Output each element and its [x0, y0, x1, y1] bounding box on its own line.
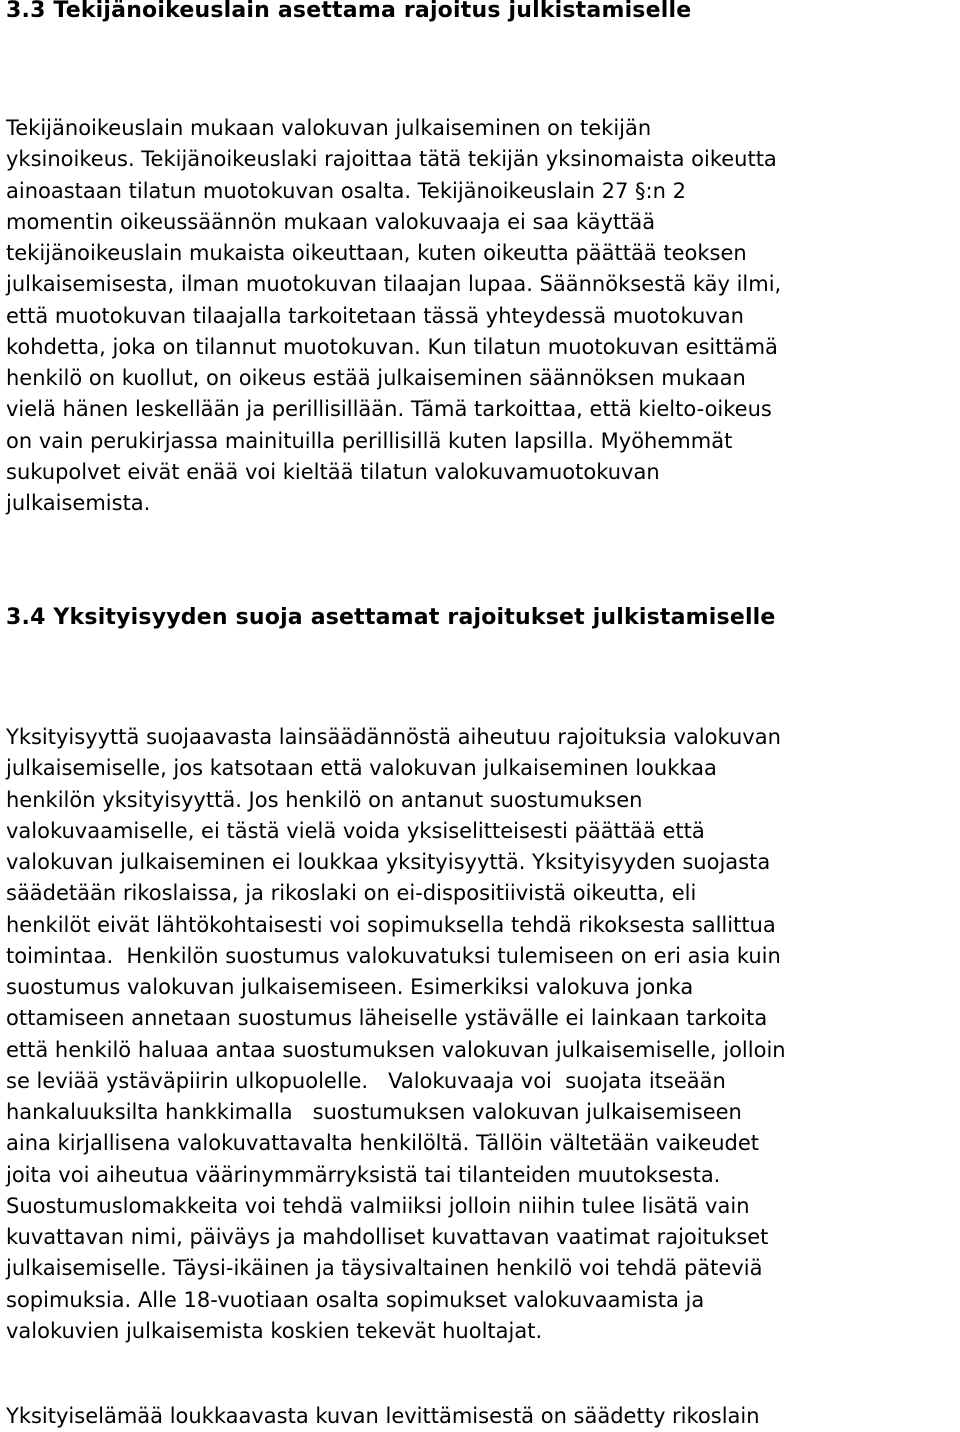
text-line: sopimuksia. Alle 18-vuotiaan osalta sopimukset valokuvaamista ja: [6, 1287, 705, 1312]
text-line: aina kirjallisena valokuvattavalta henkilöltä. Tällöin vältetään vaikeudet: [6, 1131, 760, 1156]
text-line: Tekijänoikeuslain mukaan valokuvan julkaiseminen on tekijän: [6, 116, 652, 140]
text-line: on vain perukirjassa mainituilla perillisillä kuten lapsilla. Myöhemmät: [6, 428, 733, 453]
text-line: että henkilö haluaa antaa suostumuksen valokuvan julkaisemiselle, jolloin: [6, 1037, 786, 1062]
text-line: ainoastaan tilatun muotokuvan osalta. Tekijänoikeuslain 27 §:n 2: [6, 178, 686, 203]
text-line: ottamiseen annetaan suostumus läheiselle ystävälle ei lainkaan tarkoita: [6, 1006, 768, 1031]
text-line: se leviää ystäväpiirin ulkopuolelle. Valokuvaaja voi suojata itseään: [6, 1068, 726, 1093]
paragraph-privacy: [6, 722, 786, 1347]
text-line: valokuvan julkaiseminen ei loukkaa yksityisyyttä. Yksityisyyden suojasta: [6, 850, 771, 874]
text-line: kuvattavan nimi, päiväys ja mahdolliset kuvattavan vaatimat rajoitukset: [6, 1225, 769, 1249]
text-line: valokuvaamiselle, ei tästä vielä voida yksiselitteisesti päättää että: [6, 818, 705, 843]
section-heading-3-3: 3.3 Tekijänoikeuslain asettama rajoitus julkistamiselle: [6, 0, 692, 23]
text-line: julkaisemiselle, jos katsotaan että valokuvan julkaiseminen loukkaa: [6, 756, 717, 781]
paragraph-copyright: [6, 113, 781, 519]
text-line: vielä hänen leskellään ja perillisillään. Tämä tarkoittaa, että kielto-oikeus: [6, 397, 772, 422]
text-line: momentin oikeussäännön mukaan valokuvaaja ei saa käyttää: [6, 209, 656, 234]
text-line: julkaisemiselle. Täysi-ikäinen ja täysivaltainen henkilö voi tehdä päteviä: [6, 1256, 763, 1281]
text-line: Yksityisyyttä suojaavasta lainsäädännöstä aiheutuu rajoituksia valokuvan: [6, 725, 781, 749]
text-line: henkilö on kuollut, on oikeus estää julkaiseminen säännöksen mukaan: [6, 366, 746, 390]
text-line: tekijänoikeuslain mukaista oikeuttaan, kuten oikeutta päättää teoksen: [6, 241, 747, 265]
text-line: suostumus valokuvan julkaisemiseen. Esimerkiksi valokuva jonka: [6, 975, 694, 999]
text-line: toimintaa. Henkilön suostumus valokuvatuksi tulemiseen on eri asia kuin: [6, 943, 781, 968]
text-line: julkaisemista.: [6, 491, 151, 515]
section-heading-3-4: 3.4 Yksityisyyden suoja asettamat rajoitukset julkistamiselle: [6, 605, 776, 630]
text-line: hankaluuksilta hankkimalla suostumuksen valokuvan julkaisemiseen: [6, 1100, 742, 1124]
text-line: säädetään rikoslaissa, ja rikoslaki on ei-dispositiivistä oikeutta, eli: [6, 881, 697, 906]
text-line: Suostumuslomakkeita voi tehdä valmiiksi jolloin niihin tulee lisätä vain: [6, 1193, 750, 1218]
text-line: joita voi aiheutua väärinymmärryksistä tai tilanteiden muutoksesta.: [6, 1162, 721, 1187]
text-line: Yksityiselämää loukkaavasta kuvan levittämisestä on säädetty rikoslain: [6, 1404, 760, 1428]
text-line: kohdetta, joka on tilannut muotokuvan. Kun tilatun muotokuvan esittämä: [6, 334, 778, 359]
text-line: henkilön yksityisyyttä. Jos henkilö on antanut suostumuksen: [6, 787, 643, 812]
text-line: julkaisemisesta, ilman muotokuvan tilaajan lupaa. Säännöksestä käy ilmi,: [6, 272, 782, 297]
text-line: sukupolvet eivät enää voi kieltää tilatun valokuvamuotokuvan: [6, 459, 660, 484]
text-line: että muotokuvan tilaajalla tarkoitetaan tässä yhteydessä muotokuvan: [6, 303, 744, 328]
text-line: yksinoikeus. Tekijänoikeuslaki rajoittaa tätä tekijän yksinomaista oikeutta: [6, 147, 777, 172]
text-line: henkilöt eivät lähtökohtaisesti voi sopimuksella tehdä rikoksesta sallittua: [6, 912, 776, 937]
text-line: valokuvien julkaisemista koskien tekevät huoltajat.: [6, 1318, 543, 1343]
paragraph-continuation: [6, 1401, 760, 1432]
